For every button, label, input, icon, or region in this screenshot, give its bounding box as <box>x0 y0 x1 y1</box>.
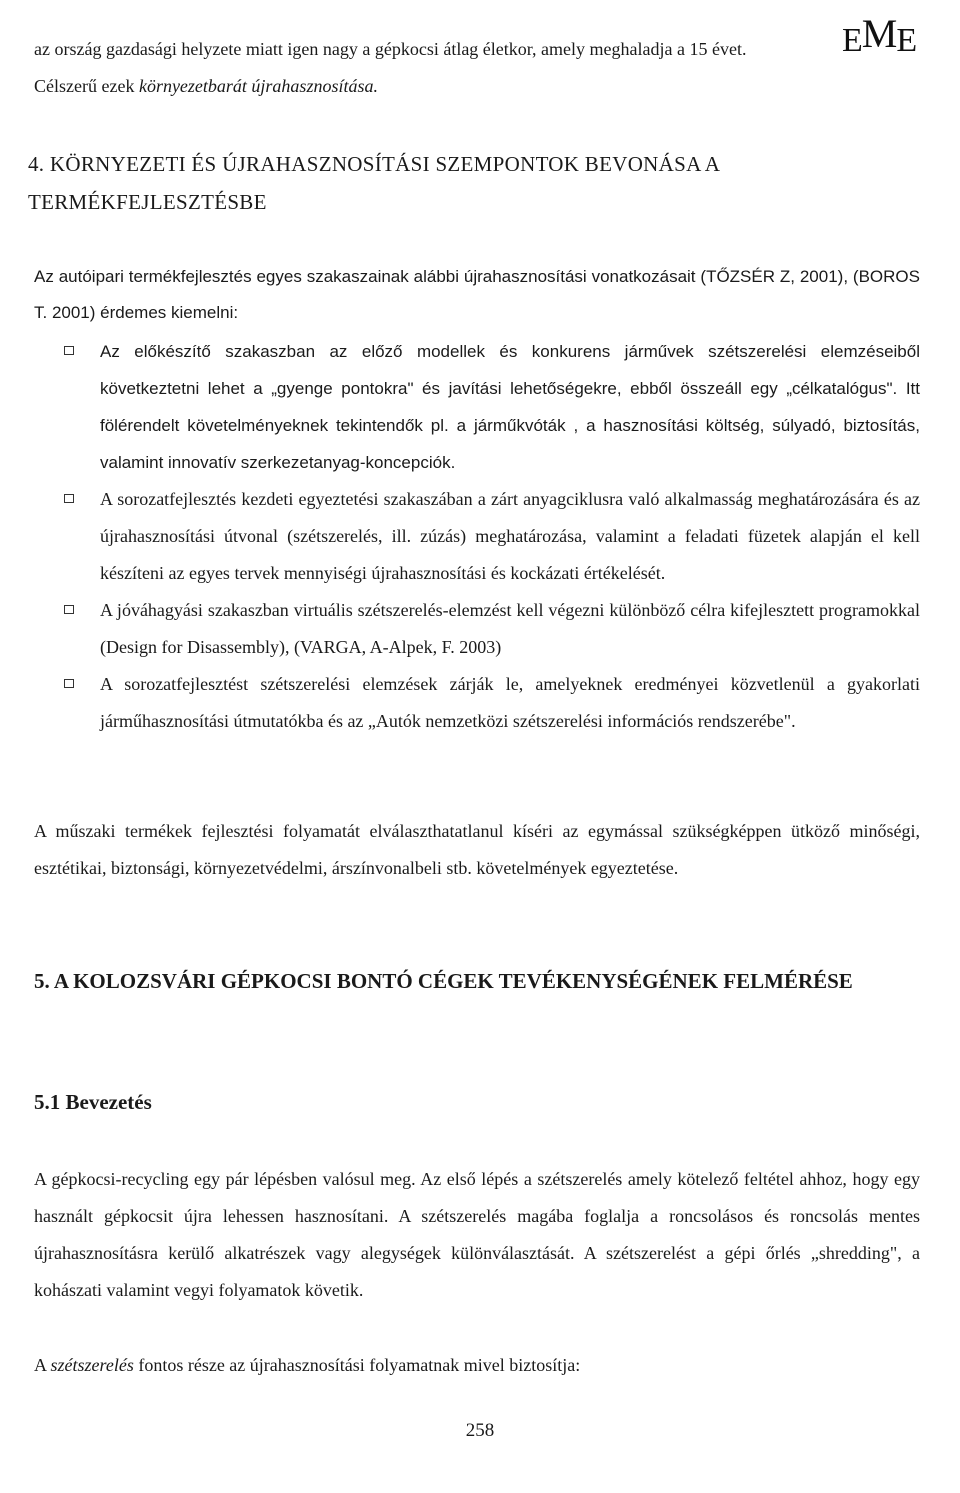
section-5-1-heading: 5.1 Bevezetés <box>34 1090 152 1114</box>
list-item: A jóváhagyási szakaszban virtuális szétszerelés-elemzést kell végezni különböző célra kifejlesztett programokkal (Design for Disassembly), (VARGA, A-Alpek, F. 2003) <box>64 592 920 666</box>
checkbox-bullet-icon <box>64 605 74 614</box>
intro-line-2: Célszerű ezek <box>34 76 139 96</box>
intro-line-2-italic: környezetbarát újrahasznosítása. <box>138 76 378 96</box>
section-5-1-paragraph: A gépkocsi-recycling egy pár lépésben valósul meg. Az első lépés a szétszerelés amely kötelező feltétel ahhoz, hogy egy használt gépkocsit újra lehessen hasznosítani. A szétszerelés magába foglalja a roncsolásos és roncsolás mentes újrahasznosításra kerülő alkatrészek vagy alegységek különválasztását. A szétszerelést a gépi őrlés „shredding", a kohászati valamint vegyi folyamatok követik. <box>34 1169 920 1300</box>
section-4-closing: A műszaki termékek fejlesztési folyamatát elválaszthatatlanul kíséri az egymással szükségképpen ütköző minőségi, esztétikai, biztonsági, környezetvédelmi, árszínvonalbeli stb. követelmények egyeztetése. <box>34 821 920 878</box>
intro-paragraph <box>34 31 920 105</box>
checkbox-bullet-icon <box>64 494 74 503</box>
section-5-heading: 5. A KOLOZSVÁRI GÉPKOCSI BONTÓ CÉGEK TEVÉKENYSÉGÉNEK FELMÉRÉSE <box>34 969 853 993</box>
list-item: A sorozatfejlesztés kezdeti egyeztetési szakaszában a zárt anyagciklusra való alkalmasság meghatározására és az újrahasznosítási útvonal (szétszerelés, ill. zúzás) meghatározása, valamint a feladati füzetek alapján el kell készíteni az egyes tervek mennyiségi újrahasznosítási és kockázati értékelését. <box>64 481 920 592</box>
section-5-1-last-line: A szétszerelés fontos része az újrahasznosítási folyamatnak mivel biztosítja: <box>34 1355 581 1375</box>
section-4-heading: 4. KÖRNYEZETI ÉS ÚJRAHASZNOSÍTÁSI SZEMPONTOK BEVONÁSA A TERMÉKFEJLESZTÉSBE <box>28 152 720 214</box>
list-item: Az előkészítő szakaszban az előző modellek és konkurens járművek szétszerelési elemzéseiből következtetni lehet a „gyenge pontokra" és javítási lehetőségekre, ebből összeáll egy „célkatalógus". Itt fölérendelt követelményeknek tekintendők pl. a járműkvóták , a hasznosítási költség, súlyadó, biztosítás, valamint innovatív szerkezetanyag-koncepciók. <box>64 333 920 481</box>
checkbox-bullet-icon <box>64 679 74 688</box>
checkbox-bullet-icon <box>64 346 74 355</box>
eme-logo: EME <box>842 11 917 59</box>
section-4-bullet-list <box>64 333 920 740</box>
page-number: 258 <box>465 1420 495 1441</box>
list-item: A sorozatfejlesztést szétszerelési elemzések zárják le, amelyeknek eredményei közvetlenül a gyakorlati járműhasznosítási útmutatókba és az „Autók nemzetközi szétszerelési információs rendszerébe". <box>64 666 920 740</box>
intro-line-1: az ország gazdasági helyzete miatt igen nagy a gépkocsi átlag életkor, amely meghaladja a 15 évet. <box>34 39 747 59</box>
section-4-intro: Az autóipari termékfejlesztés egyes szakaszainak alábbi újrahasznosítási vonatkozásait (TŐZSÉR Z, 2001), (BOROS T. 2001) érdemes kiemelni: <box>34 267 920 322</box>
